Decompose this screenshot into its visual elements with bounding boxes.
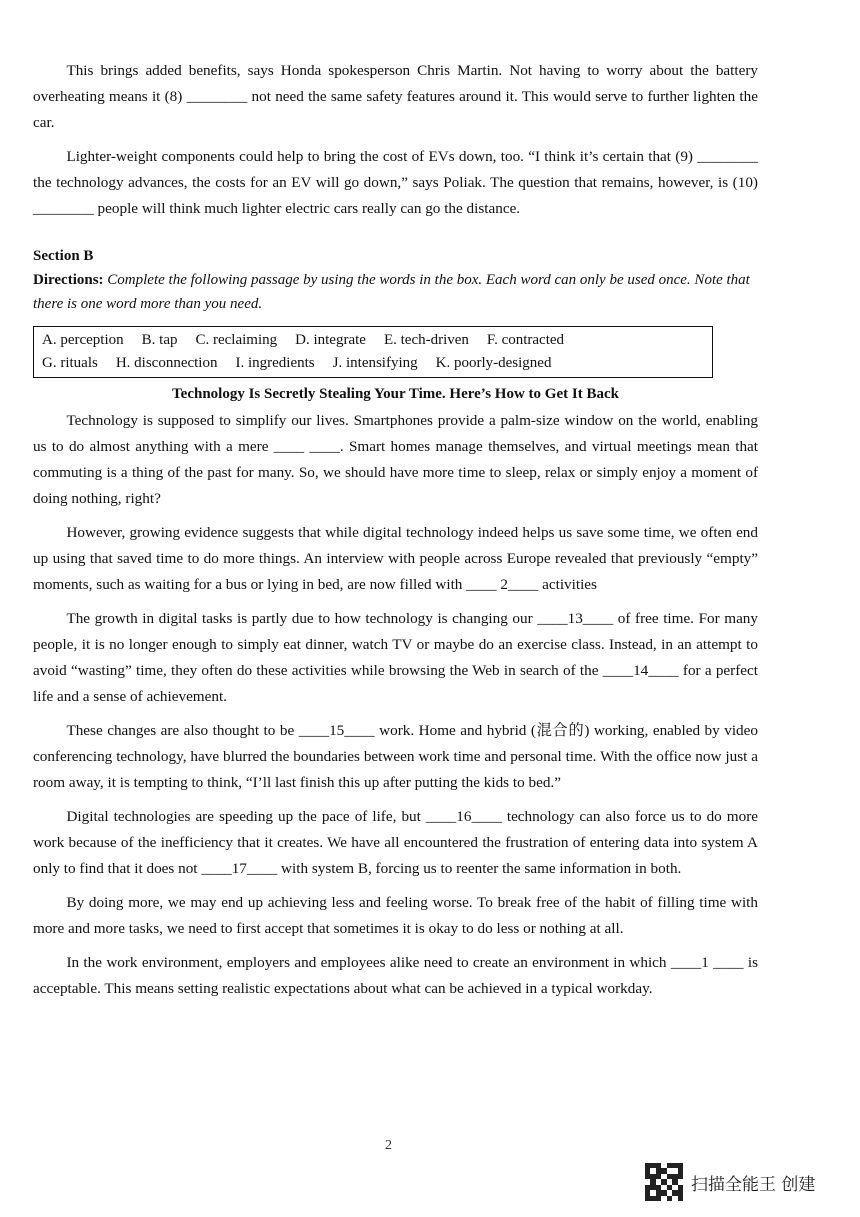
word-box <box>33 326 713 378</box>
passage-paragraph: Digital technologies are speeding up the pace of life, but ____16____ technology can also force us to do more work because of the inefficiency that it creates. We have all encountered the frustration of entering data into system A only to find that it does not ____17____ with system B, forcing us to reenter the same information in both. <box>33 808 758 877</box>
word-option: D. integrate <box>295 332 366 348</box>
page-number: 2 <box>385 1138 392 1153</box>
word-row-1 <box>42 329 704 352</box>
word-option: E. tech-driven <box>383 332 469 348</box>
passage-paragraph: By doing more, we may end up achieving less and feeling worse. To break free of the habit of filling time with more and more tasks, we need to first accept that sometimes it is okay to do less or nothing at all. <box>33 894 758 937</box>
directions <box>33 268 758 316</box>
word-option: F. contracted <box>486 332 565 348</box>
directions-text: Complete the following passage by using the words in the box. Each word can only be used once. Note that there is one word more than you need. <box>33 272 750 312</box>
word-option: J. intensifying <box>332 355 418 371</box>
passage-paragraph: However, growing evidence suggests that while digital technology indeed helps us save some time, we often end up using that saved time to do more things. An interview with people across Europe revealed that previously “empty” moments, such as waiting for a bus or lying in bed, are now filled with ____ 2____ activities <box>33 524 758 593</box>
qr-code-icon <box>645 1163 683 1201</box>
passage-paragraph: These changes are also thought to be ____15____ work. Home and hybrid (混合的) working, enabled by video conferencing technology, have blurred the boundaries between work time and personal time. With the office now just a room away, it is tempting to think, “I’ll last finish this up after putting the kids to bed.” <box>33 722 758 791</box>
word-option: I. ingredients <box>235 355 315 371</box>
word-option: G. rituals <box>42 355 98 371</box>
word-option: C. reclaiming <box>195 332 278 348</box>
directions-label: Directions: <box>33 272 104 288</box>
document-page <box>33 58 758 1002</box>
passage-paragraph: The growth in digital tasks is partly due to how technology is changing our ____13____ of free time. For many people, it is no longer enough to simply eat dinner, watch TV or maybe do an exercise class. Instead, in an attempt to avoid “wasting” time, they often do these activities while browsing the Web in search of the ____14____ for a perfect life and a sense of achievement. <box>33 610 758 705</box>
word-row-2 <box>42 352 704 375</box>
section-b-heading: Section B <box>33 248 94 264</box>
scanner-label: 扫描全能王 创建 <box>691 1174 816 1195</box>
scanner-watermark <box>645 1163 815 1201</box>
word-option: H. disconnection <box>115 355 218 371</box>
passage-paragraph: In the work environment, employers and employees alike need to create an environment in which ____1 ____ is acceptable. This means setting realistic expectations about what can be achieved in a typical workday. <box>33 954 758 997</box>
paragraph-cost: Lighter-weight components could help to bring the cost of EVs down, too. “I think it’s certain that (9) ________ the technology advances, the costs for an EV will go down,” says Poliak. The question that remains, however, is (10) ________ people will think much lighter electric cars really can go the distance. <box>33 148 758 217</box>
word-option: A. perception <box>42 332 124 348</box>
paragraph-battery: This brings added benefits, says Honda spokesperson Chris Martin. Not having to worry about the battery overheating means it (8) ________ not need the same safety features around it. This would serve to further lighten the car. <box>33 62 758 131</box>
passage-title: Technology Is Secretly Stealing Your Time. Here’s How to Get It Back <box>172 386 619 402</box>
word-option: B. tap <box>141 332 178 348</box>
passage-paragraph: Technology is supposed to simplify our lives. Smartphones provide a palm-size window on the world, enabling us to do almost anything with a mere ____ ____. Smart homes manage themselves, and virtual meetings mean that commuting is a thing of the past for many. So, we should have more time to sleep, relax or simply enjoy a moment of doing nothing, right? <box>33 412 758 507</box>
word-option: K. poorly-designed <box>435 355 552 371</box>
